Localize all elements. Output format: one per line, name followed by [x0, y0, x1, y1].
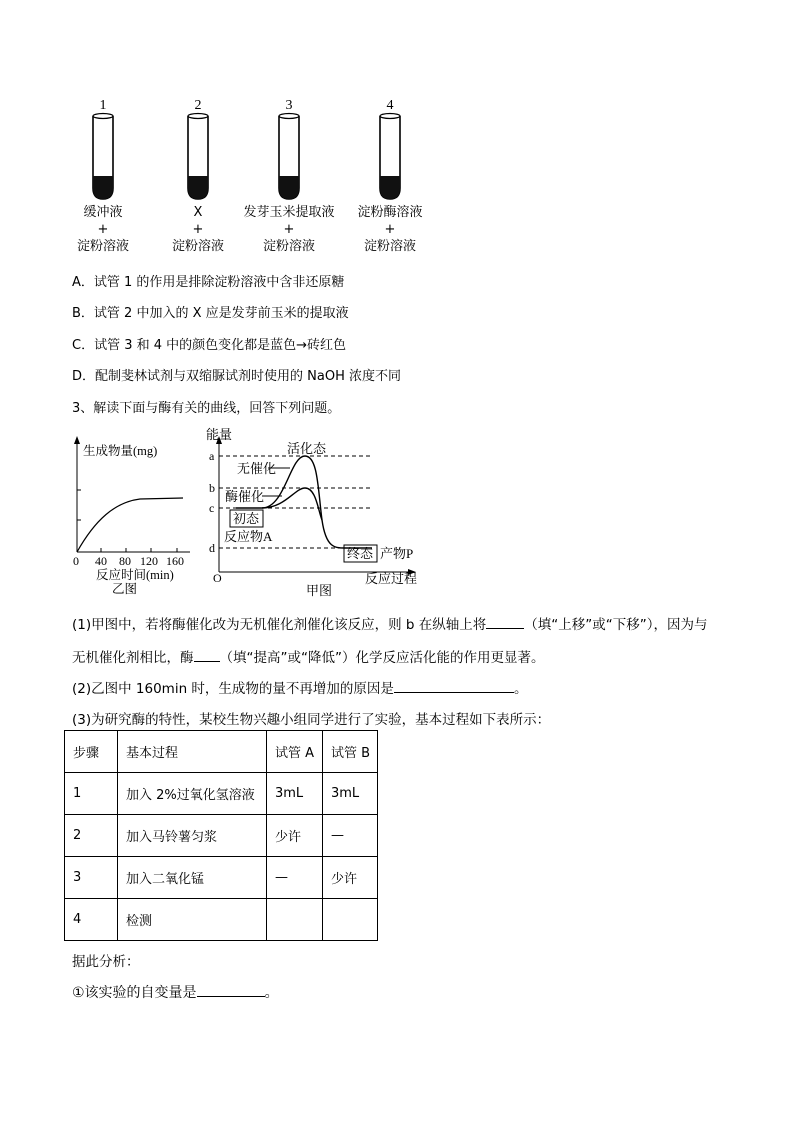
table-row — [65, 857, 378, 899]
header-cell: 试管 A — [267, 731, 323, 773]
yi-ylabel: 生成物量(mg) — [83, 444, 158, 458]
tube-4-label: 淀粉酶溶液 + 淀粉溶液 — [357, 205, 423, 254]
sub-question-1-line1: (1)甲图中，若将酶催化改为无机催化剂催化该反应，则 b 在纵轴上将 （填“上移”或“下移”），因为与 — [72, 613, 708, 633]
product-p: 产物P — [380, 546, 414, 561]
yi-curve — [77, 498, 183, 552]
jia-origin: O — [213, 571, 222, 585]
table-header-row — [65, 731, 378, 773]
blank-1[interactable] — [486, 614, 524, 629]
table-cell — [323, 899, 378, 941]
blank-3[interactable] — [394, 678, 514, 693]
tube-2 — [188, 114, 208, 200]
header-cell: 步骤 — [65, 731, 118, 773]
table-cell: 加入二氧化锰 — [118, 857, 267, 899]
tube-4-number: 4 — [386, 98, 394, 113]
tube-3 — [279, 114, 299, 200]
yi-tick-80: 80 — [119, 554, 131, 568]
experiment-table — [64, 730, 378, 941]
enzyme-label: 酶催化 — [225, 489, 265, 504]
question-circle-1: ①该实验的自变量是 。 — [72, 982, 279, 1002]
header-cell: 基本过程 — [118, 731, 267, 773]
chart-yi — [73, 436, 190, 596]
tube-1-label: 缓冲液 + 淀粉溶液 — [76, 205, 129, 254]
jia-ylabel: 能量 — [206, 427, 233, 442]
table-cell — [267, 899, 323, 941]
table-cell: 加入马铃薯匀浆 — [118, 815, 267, 857]
table-cell: 3mL — [323, 773, 378, 815]
yi-caption: 乙图 — [112, 582, 138, 596]
analysis-label: 据此分析： — [72, 954, 140, 970]
enzyme-charts — [0, 420, 794, 600]
initial-state: 初态 — [233, 511, 260, 526]
table-cell: — — [323, 815, 378, 857]
blank-4[interactable] — [197, 982, 265, 997]
jia-xlabel: 反应过程 — [365, 571, 418, 586]
table-cell: 3 — [65, 857, 118, 899]
yi-tick-40: 40 — [95, 554, 107, 568]
table-cell: 1 — [65, 773, 118, 815]
table-row — [65, 815, 378, 857]
activated-state: 活化态 — [287, 441, 327, 456]
table-cell: 少许 — [323, 857, 378, 899]
table-row — [65, 773, 378, 815]
option-d: D．配制斐林试剂与双缩脲试剂时使用的 NaOH 浓度不同 — [72, 369, 401, 384]
tube-4 — [380, 114, 400, 200]
level-d: d — [209, 541, 215, 555]
option-b: B．试管 2 中加入的 X 应是发芽前玉米的提取液 — [72, 306, 349, 321]
tube-1-number: 1 — [99, 98, 107, 113]
table-cell: — — [267, 857, 323, 899]
yi-tick-0: 0 — [73, 554, 79, 568]
sub-question-1-line2: 无机催化剂相比，酶 （填“提高”或“降低”）化学反应活化能的作用更显著。 — [72, 646, 544, 666]
table-cell: 2 — [65, 815, 118, 857]
table-row — [65, 899, 378, 941]
table-cell: 3mL — [267, 773, 323, 815]
tube-3-number: 3 — [285, 98, 293, 113]
blank-2[interactable] — [194, 647, 220, 662]
header-cell: 试管 B — [323, 731, 378, 773]
yi-y-arrow — [74, 436, 80, 444]
table-cell: 4 — [65, 899, 118, 941]
table-cell: 加入 2%过氧化氢溶液 — [118, 773, 267, 815]
reactant-a: 反应物A — [224, 529, 273, 544]
option-c: C．试管 3 和 4 中的颜色变化都是蓝色→砖红色 — [72, 338, 347, 353]
question-3-title: 3、解读下面与酶有关的曲线，回答下列问题。 — [72, 401, 341, 416]
enzyme-curve — [262, 488, 322, 520]
level-a: a — [209, 449, 215, 463]
jia-caption: 甲图 — [306, 583, 333, 598]
tube-3-label: 发芽玉米提取液 + 淀粉溶液 — [243, 205, 335, 254]
level-c: c — [209, 501, 215, 515]
chart-jia — [206, 427, 417, 598]
table-cell: 少许 — [267, 815, 323, 857]
table-cell: 检测 — [118, 899, 267, 941]
yi-tick-120: 120 — [140, 554, 158, 568]
tube-1 — [93, 114, 113, 200]
sub-question-3: (3)为研究酶的特性，某校生物兴趣小组同学进行了实验，基本过程如下表所示： — [72, 712, 551, 728]
yi-xlabel: 反应时间(min) — [96, 568, 174, 582]
final-state: 终态 — [347, 546, 374, 561]
sub-question-2: (2)乙图中 160min 时，生成物的量不再增加的原因是 。 — [72, 677, 527, 697]
tube-2-number: 2 — [194, 98, 202, 113]
level-b: b — [209, 481, 215, 495]
tube-2-label: X + 淀粉溶液 — [171, 205, 224, 254]
yi-tick-160: 160 — [166, 554, 184, 568]
option-a: A．试管 1 的作用是排除淀粉溶液中含非还原糖 — [72, 275, 345, 290]
uncatalyzed-label: 无催化 — [237, 461, 277, 476]
